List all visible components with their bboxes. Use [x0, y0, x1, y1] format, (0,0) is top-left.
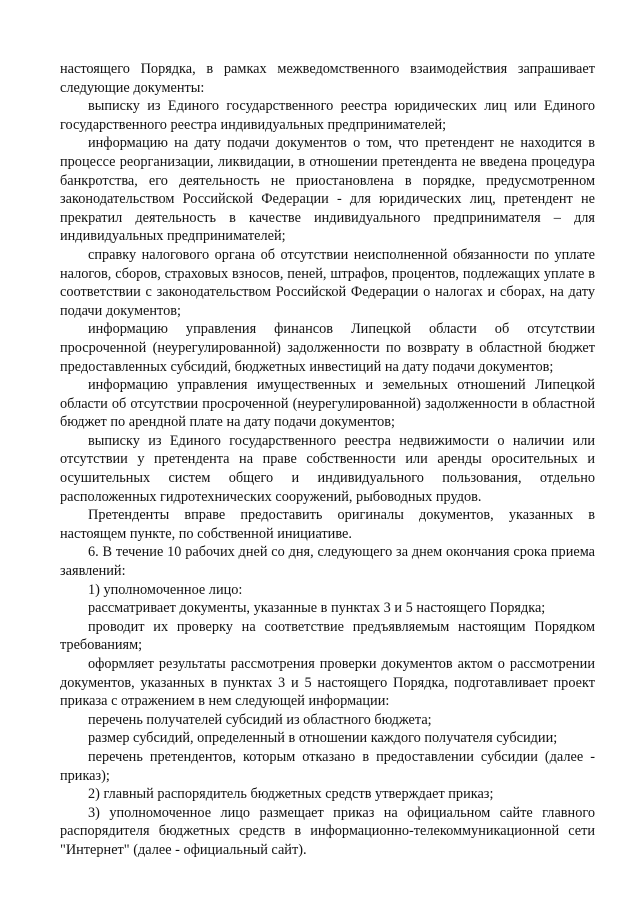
- paragraph-rejected-list: перечень претендентов, которым отказано в предоставлении субсидии (далее - приказ);: [60, 748, 595, 784]
- paragraph-publishes-order: 3) уполномоченное лицо размещает приказ на официальном сайте главного распорядителя бюджетных средств в информационно-телекоммуникационной сети "Интернет" (далее - официальный сайт).: [60, 804, 595, 858]
- paragraph-recipients-list: перечень получателей субсидий из областного бюджета;: [88, 711, 432, 728]
- paragraph-reorganization-info: информацию на дату подачи документов о том, что претендент не находится в процессе реорганизации, ликвидации, в отношении претендента не введена процедура банкротства, его деятельность не приостановлена в порядке, предусмотренном законодательством Российской Федерации - для юридических лиц, претендент не прекратил деятельность в качестве индивидуального предпринимателя – для индивидуальных предпринимателей;: [60, 135, 595, 245]
- paragraph-tax-certificate: справку налогового органа об отсутствии неисполненной обязанности по уплате налогов, сборов, страховых взносов, пеней, штрафов, процентов, подлежащих уплате в соответствии с законодательством Российской Федерации о налогах и сборах, на дату подачи документов;: [60, 246, 595, 319]
- paragraph-finance-info: информацию управления финансов Липецкой области об отсутствии просроченной (неурегулированной) задолженности по возврату в областной бюджет предоставленных субсидий, бюджетных инвестиций на дату подачи документов;: [60, 321, 595, 375]
- paragraph-item-6: 6. В течение 10 рабочих дней со дня, следующего за днем окончания срока приема заявлений:: [60, 544, 595, 580]
- paragraph-request-documents: настоящего Порядка, в рамках межведомственного взаимодействия запрашивает следующие документы:: [60, 61, 595, 96]
- paragraph-egrul-extract: выписку из Единого государственного реестра юридических лиц или Единого государственного реестра индивидуальных предпринимателей;: [60, 98, 595, 133]
- paragraph-authorized-person: 1) уполномоченное лицо:: [88, 581, 243, 598]
- paragraph-egrn-extract: выписку из Единого государственного реестра недвижимости о наличии или отсутствии у претендента на праве собственности или аренды оросительных и осушительных систем общего и индивидуального пользования, отдельно расположенных гидротехнических сооружений, рыбоводных прудов.: [60, 432, 595, 505]
- paragraph-subsidy-amount: размер субсидий, определенный в отношении каждого получателя субсидии;: [88, 730, 558, 747]
- paragraph-reviews-documents: рассматривает документы, указанные в пунктах 3 и 5 настоящего Порядка;: [88, 600, 546, 617]
- paragraph-formalizes-results: оформляет результаты рассмотрения проверки документов актом о рассмотрении документов, указанных в пунктах 3 и 5 настоящего Порядка, подготавливает проект приказа с отражением в нем следующей информации:: [60, 656, 595, 710]
- document-page: [60, 60, 595, 860]
- paragraph-originals-right: Претенденты вправе предоставить оригиналы документов, указанных в настоящем пункте, по собственной инициативе.: [60, 507, 595, 542]
- paragraph-checks-compliance: проводит их проверку на соответствие предъявляемым настоящим Порядком требованиям;: [60, 618, 595, 654]
- paragraph-property-info: информацию управления имущественных и земельных отношений Липецкой области об отсутствии просроченной (неурегулированной) задолженности в областной бюджет по арендной плате на дату подачи документов;: [60, 377, 595, 431]
- paragraph-approves-order: 2) главный распорядитель бюджетных средств утверждает приказ;: [88, 786, 494, 803]
